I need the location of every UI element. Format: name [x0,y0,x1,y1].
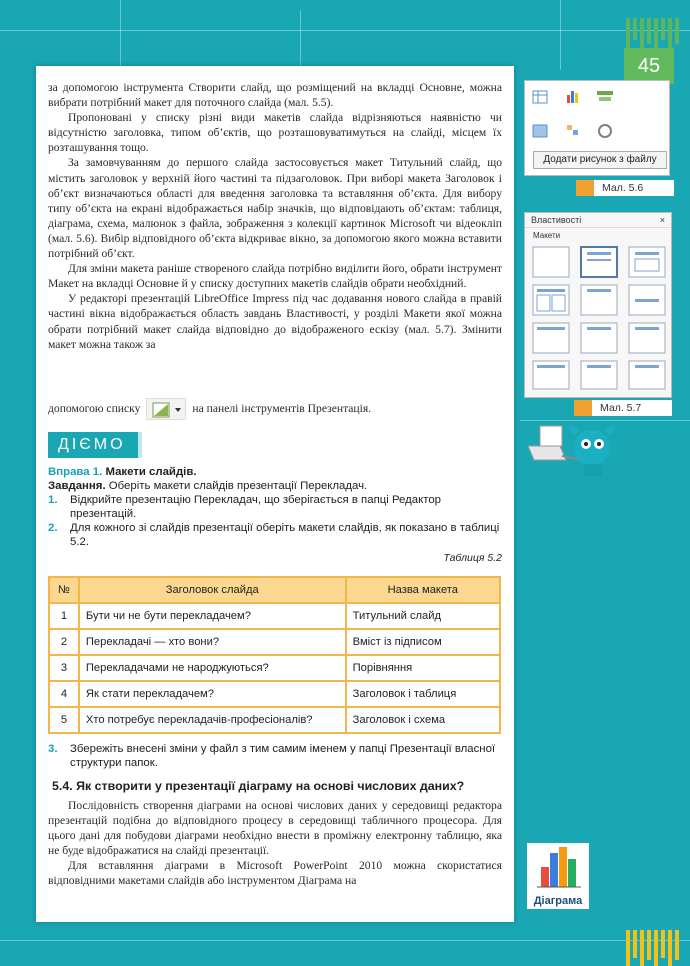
paragraph: Послідовність створення діаграми на основі числових даних у середовищі редактора презентацій подібна до відповідного процесу в середовищі табличного процесора. Для цього дані для побудови діаграми необхідно внести в проміжну електронну таблицю, яка не буде відображатися на слайді презентації. [48,799,502,858]
body-text-bottom [48,798,502,889]
step-text: Відкрийте презентацію Перекладач, що зберігається в папці Редактор презентацій. [70,494,441,520]
figure-5-6-caption: Мал. 5.6 [576,180,674,196]
table-cell: Як стати перекладачем? [79,681,346,707]
figure-5-6 [524,80,670,176]
table-row [49,629,500,655]
task-prefix: Завдання. [48,480,106,492]
table-header-row [49,577,500,603]
paragraph: У редакторі презентацій LibreOffice Impress під час додавання нового слайда в правій частині вікна відображається область завдань Властивості, у розділі Макети якої можна обрати потрібний макет слайда відповідно до відображеного ескізу (мал. 5.7). Змінити макет можна також за [48,292,502,351]
toolbar-line-before: допомогою списку [48,402,141,416]
table-cell: Вміст із підписом [346,629,500,655]
table-cell: 2 [49,629,79,655]
table-header: Назва макета [346,577,500,603]
step-number: 3. [48,743,58,755]
table-cell: Хто потребує перекладачів-професіоналів? [79,707,346,733]
layouts-table [48,576,501,734]
paragraph: Пропоновані у списку різні види макетів слайда відрізняються наявністю чи відсутністю заголовка, типом об’єктів, що розташовуватимуться на слайді, місцем їх розташування тощо. [48,111,502,155]
paragraph: За замовчуванням до першого слайда застосовується макет Титульний слайд, що містить заголовок у верхній його частині та підзаголовок. При виборі макета Заголовок і об’єкт визначаються області для введення заголовка та вставляння об’єкта. Для вибору типу об’єкта на екрані відображається набір значків, що відповідають об’єктам: таблиця, діаграма, схема, малюнок з файла, зображення з колекції картинок Microsoft чи відеокліп (мал. 5.6). Вибір відповідного об’єкта відкриває вікно, за допомогою якого можна вставити потрібний об’єкт. [48,156,502,261]
table-cell: 3 [49,655,79,681]
layout-thumbnails [525,243,673,393]
step-text: Збережіть внесені зміни у файл з тим самим іменем у папці Презентації власної структури папок. [70,743,496,769]
table-caption: Таблиця 5.2 [443,552,502,564]
properties-title: Властивості [531,215,582,225]
section-heading: 5.4. Як створити у презентації діаграму на основі числових даних? [52,779,465,793]
table-row [49,655,500,681]
top-comb-decoration [626,18,679,48]
table-cell: Перекладачі — хто вони? [79,629,346,655]
toolbar-line [48,398,502,420]
step-number: 2. [48,522,58,534]
task-text: Оберіть макети слайдів презентації Перекладач. [108,480,368,492]
diemo-banner: ДІЄМО [48,432,142,458]
table-cell: Бути чи не бути перекладачем? [79,603,346,629]
table-row [49,681,500,707]
table-row [49,603,500,629]
table-cell: Заголовок і таблиця [346,681,500,707]
exercise-block [48,465,502,565]
close-icon[interactable]: × [659,215,665,225]
table-cell: 1 [49,603,79,629]
bar-chart-icon [527,843,589,893]
toolbar-line-after: на панелі інструментів Презентація. [192,402,372,416]
layouts-section-label: Макети [533,231,561,240]
table-cell: 5 [49,707,79,733]
page-number: 45 [624,48,674,84]
table-header: Заголовок слайда [79,577,346,603]
paragraph: за допомогою інструмента Створити слайд, що розміщений на вкладці Основне, можна вибрати потрібний макет для поточного слайда (мал. 5.5). [48,81,502,110]
table-cell: Порівняння [346,655,500,681]
table-cell: Титульний слайд [346,603,500,629]
chart-tool-label: Діаграма [533,895,583,907]
step-text: Для кожного зі слайдів презентації оберіть макети слайдів, як показано в таблиці 5.2. [70,522,500,548]
paragraph: Для вставляння діаграми в Microsoft PowerPoint 2010 можна скористатися відповідними макетами слайдів або інструментом Діаграма на [48,859,502,888]
exercise-title: Макети слайдів. [105,466,197,478]
paragraph: Для зміни макета раніше створеного слайда потрібно виділити його, обрати інструмент Макет на вкладці Основне й у списку доступних макетів слайдів обрати необхідний. [48,262,502,291]
figure-5-7 [524,212,672,398]
add-picture-button[interactable]: Додати рисунок з файлу [533,151,667,169]
table-row [49,707,500,733]
exercise-step-3 [48,742,502,770]
body-text-top [48,80,502,352]
exercise-title-prefix: Вправа 1. [48,466,103,478]
step-number: 1. [48,494,58,506]
figure-5-7-caption: Мал. 5.7 [574,400,672,416]
table-cell: Заголовок і схема [346,707,500,733]
chart-tool-icon [527,843,589,909]
bottom-comb-decoration [626,930,679,966]
object-icons [525,81,671,151]
layout-dropdown-icon [146,398,186,420]
table-header: № [49,577,79,603]
robot-illustration [526,420,626,480]
table-cell: 4 [49,681,79,707]
table-cell: Перекладачами не народжуються? [79,655,346,681]
